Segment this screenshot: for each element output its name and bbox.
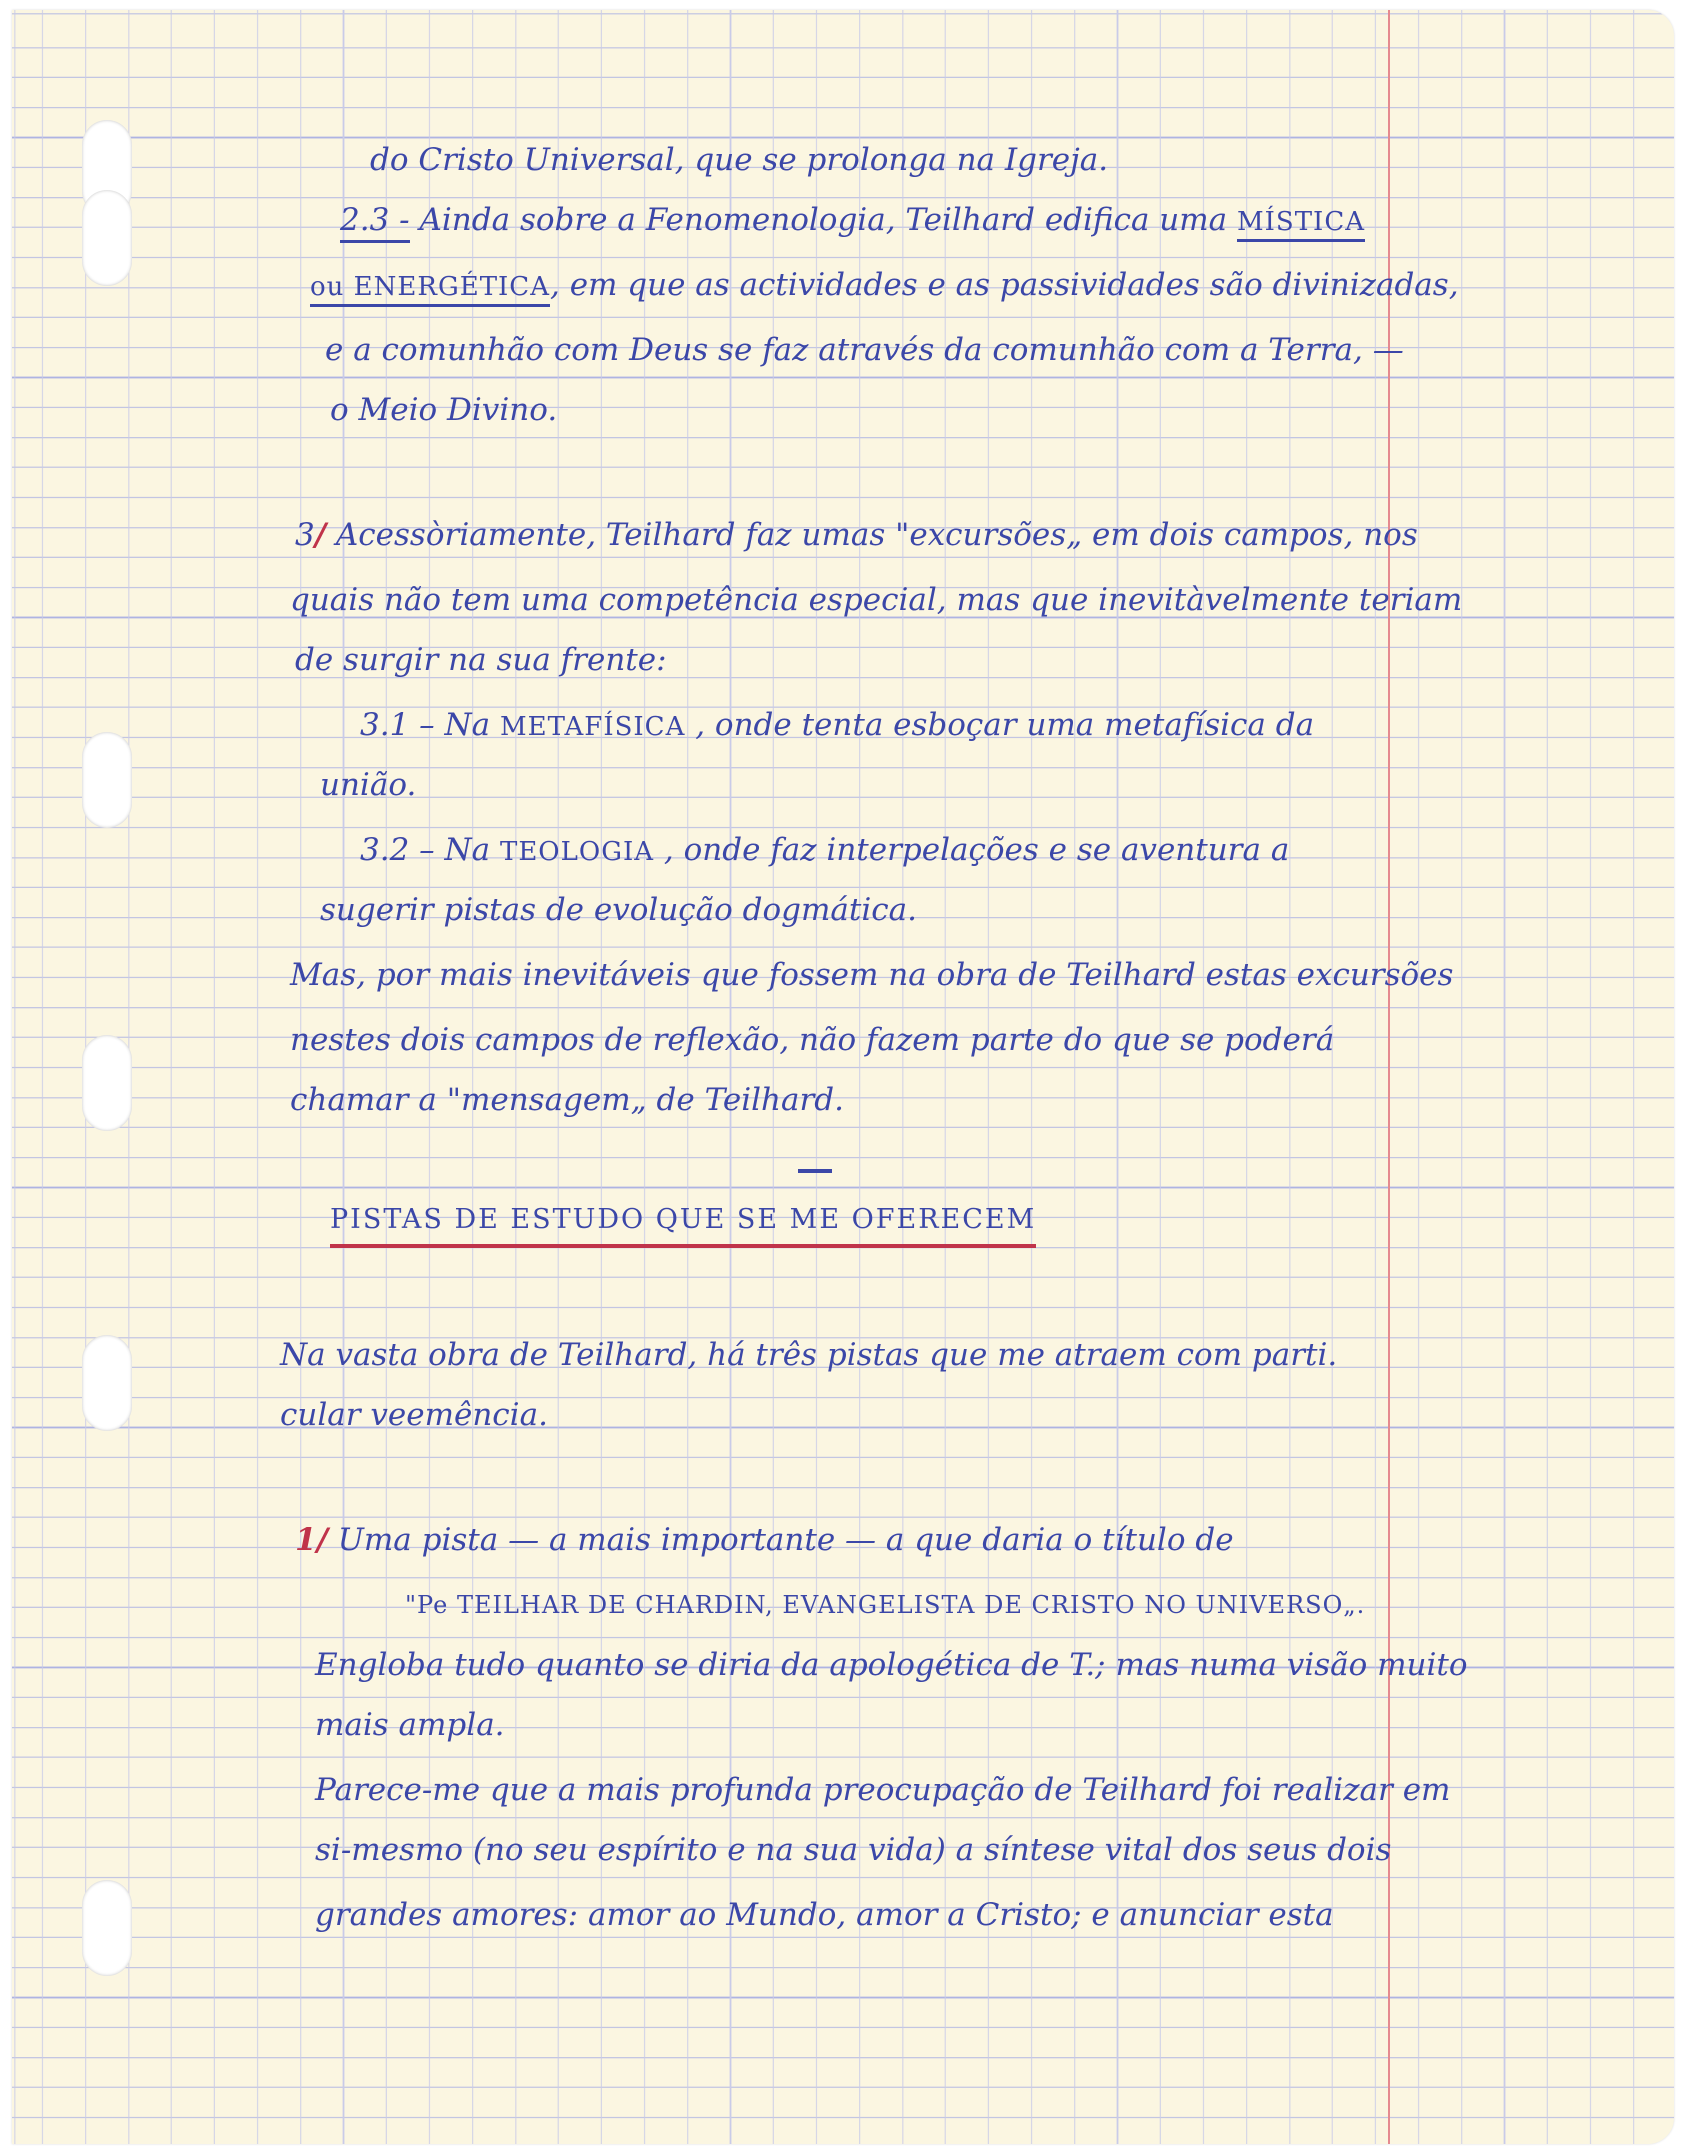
text-line-20: Engloba tudo quanto se diria da apologética de T.; mas numa visão muito <box>315 1647 1468 1683</box>
text-line-4: e a comunhão com Deus se faz através da comunhão com a Terra, — <box>325 332 1404 368</box>
text-line-21: mais ampla. <box>315 1707 505 1743</box>
text-line-9 <box>360 705 1314 747</box>
text-line-1: do Cristo Universal, que se prolonga na Igreja. <box>370 142 1109 178</box>
term-teologia: TEOLOGIA <box>499 837 655 867</box>
text-line-9-body: , onde tenta esboçar uma metafísica da <box>695 707 1315 743</box>
text-line-24: grandes amores: amor ao Mundo, amor a Cristo; e anunciar esta <box>315 1897 1334 1933</box>
text-line-11-body: , onde faz interpelações e se aventura a <box>663 832 1290 868</box>
text-line-7: quais não tem uma competência especial, mas que inevitàvelmente teriam <box>290 582 1463 618</box>
section-number-3: 3 <box>295 517 315 553</box>
text-line-2-body: Ainda sobre a Fenomenologia, Teilhard edifica uma <box>419 202 1228 238</box>
section-number-3-1: 3.1 – <box>360 707 435 743</box>
term-energetica: ou ENERGÉTICA <box>310 272 550 307</box>
red-check-mark: / <box>314 517 327 553</box>
binder-hole-2 <box>82 190 132 286</box>
binder-hole-3 <box>82 732 132 828</box>
binder-hole-6 <box>82 1880 132 1976</box>
binder-hole-4 <box>82 1035 132 1131</box>
text-line-5: o Meio Divino. <box>330 392 558 428</box>
text-line-6-body: Acessòriamente, Teilhard faz umas "excursões„ em dois campos, nos <box>335 517 1418 553</box>
text-line-22: Parece-me que a mais profunda preocupação de Teilhard foi realizar em <box>315 1772 1451 1808</box>
text-line-18 <box>295 1520 1234 1560</box>
term-metafisica: METAFÍSICA <box>499 712 686 742</box>
text-line-19-title: "Pe TEILHAR DE CHARDIN, EVANGELISTA DE CRISTO NO UNIVERSO„. <box>405 1591 1366 1619</box>
red-item-mark: 1/ <box>295 1522 328 1558</box>
text-line-10: união. <box>320 767 417 803</box>
text-line-16: Na vasta obra de Teilhard, há três pistas que me atraem com parti. <box>280 1337 1338 1373</box>
text-line-18-body: Uma pista — a mais importante — a que daria o título de <box>337 1522 1234 1558</box>
text-line-2 <box>340 200 1365 242</box>
text-line-3 <box>310 265 1459 307</box>
separator-dash <box>798 1169 832 1173</box>
text-line-6 <box>295 515 1418 555</box>
text-line-13: Mas, por mais inevitáveis que fossem na obra de Teilhard estas excursões <box>290 957 1454 993</box>
text-line-8: de surgir na sua frente: <box>295 642 667 678</box>
text-line-14: nestes dois campos de reflexão, não fazem parte do que se poderá <box>290 1022 1335 1058</box>
section-heading: PISTAS DE ESTUDO QUE SE ME OFERECEM <box>330 1200 1036 1248</box>
text-line-9-pre: Na <box>444 707 491 743</box>
text-line-17: cular veemência. <box>280 1397 548 1433</box>
term-mistica: MÍSTICA <box>1237 207 1365 242</box>
text-line-3-body: , em que as actividades e as passividades são divinizadas, <box>549 267 1459 303</box>
section-number-2-3: 2.3 - <box>340 202 410 243</box>
binder-hole-5 <box>82 1335 132 1431</box>
text-line-11 <box>360 830 1289 872</box>
text-line-15: chamar a "mensagem„ de Teilhard. <box>290 1082 845 1118</box>
section-number-3-2: 3.2 – <box>360 832 435 868</box>
text-line-11-pre: Na <box>444 832 491 868</box>
text-line-12: sugerir pistas de evolução dogmática. <box>320 892 917 928</box>
text-line-23: si-mesmo (no seu espírito e na sua vida) a síntese vital dos seus dois <box>315 1832 1392 1868</box>
